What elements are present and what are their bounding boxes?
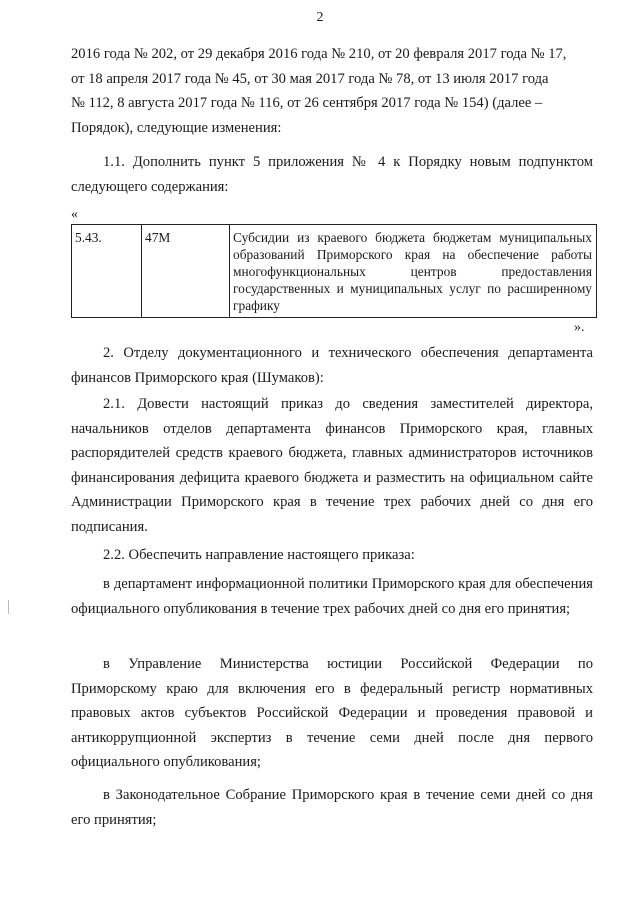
- paragraph-1-1: 1.1. Дополнить пункт 5 приложения № 4 к Порядку новым подпунктом следующего содержания:: [71, 154, 593, 195]
- margin-mark: [8, 600, 9, 614]
- intro-line: от 18 апреля 2017 года № 45, от 30 мая 2017 года № 78, от 13 июля 2017 года: [71, 70, 549, 87]
- intro-line: 2016 года № 202, от 29 декабря 2016 года № 210, от 20 февраля 2017 года № 17,: [71, 46, 567, 62]
- list-item-b: в Управление Министерства юстиции Российской Федерации по Приморскому краю для включения его в федеральный регистр нормативных правовых актов субъектов Российской Федерации и проведения правовой и антикоррупционной экспертиз в течение семи дней после дня первого официального опубликования;: [71, 656, 593, 771]
- table-cell-kvr: 47М: [142, 225, 230, 318]
- page-number: 2: [316, 10, 324, 25]
- paragraph-2-2: 2.2. Обеспечить направление настоящего приказа:: [103, 547, 415, 563]
- paragraph-2: 2. Отделу документационного и технического обеспечения департамента финансов Приморского края (Шумаков):: [71, 345, 593, 386]
- table-cell-description: Субсидии из краевого бюджета бюджетам муниципальных образований Приморского края на обеспечение работы многофункциональных центров предоставления государственных и муниципальных услуг по расширенному графику: [230, 225, 597, 318]
- intro-line: № 112, 8 августа 2017 года № 116, от 26 сентября 2017 года № 154) (далее –: [71, 95, 543, 112]
- amendment-table: [71, 224, 597, 318]
- intro-paragraph: [71, 42, 593, 140]
- quote-open: «: [71, 207, 78, 222]
- table-cell-code: 5.43.: [72, 225, 142, 318]
- quote-close: ».: [574, 320, 585, 335]
- table-row: [72, 225, 597, 318]
- list-item-c: в Законодательное Собрание Приморского края в течение семи дней со дня его принятия;: [71, 787, 593, 828]
- paragraph-2-1: 2.1. Довести настоящий приказ до сведения заместителей директора, начальников отделов департамента финансов Приморского края, главных распорядителей средств краевого бюджета, главных администраторов источников финансирования дефицита краевого бюджета и разместить на официальном сайте Администрации Приморского края в течение трех рабочих дней со дня его подписания.: [71, 396, 593, 535]
- intro-line: Порядок), следующие изменения:: [71, 119, 282, 136]
- list-item-a: в департамент информационной политики Приморского края для обеспечения официального опубликования в течение трех рабочих дней со дня его принятия;: [71, 576, 593, 617]
